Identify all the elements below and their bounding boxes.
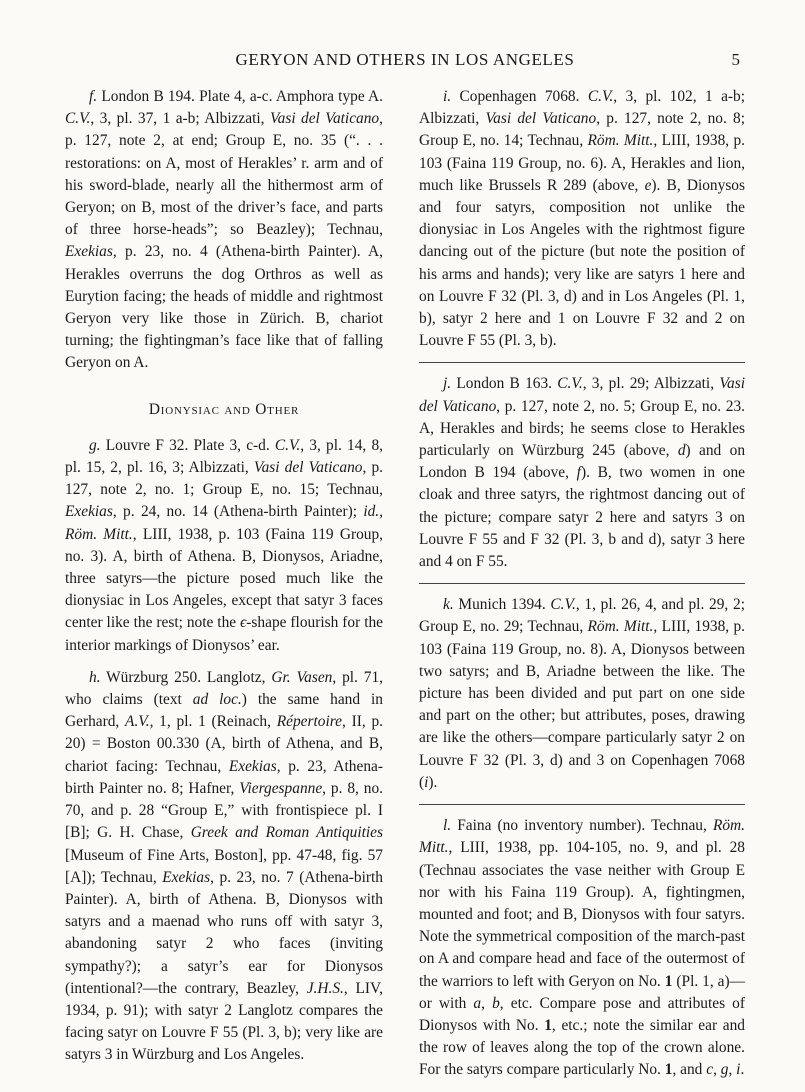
- italic-run: Répertoire: [276, 713, 342, 731]
- page-number: 5: [731, 50, 740, 69]
- text-run: -shape flourish for the interior markings of Dionysos’ ear.: [65, 614, 383, 654]
- italic-run: f: [576, 464, 581, 482]
- text-run: , p. 127, note 2, at end; Group E, no. 35 (“. . . restorations: on A, most of Herakles’ r. arm and of his sword-blade, nearly all the hithermost arm of Geryon; on B, most of the driver’s face, and parts of three horse-heads”; so Beazley); Technau,: [65, 110, 383, 239]
- italic-run: Gr. Vasen: [271, 668, 333, 686]
- italic-run: ad loc.: [192, 691, 242, 709]
- text-run: ).: [428, 773, 438, 791]
- text-run: ). B, Dionysos and four satyrs, composition not unlike the dionysiac in Los Angeles with the rightmost figure dancing out of the picture (but note the position of his arms and hands); very like are satyrs 1 here and on Louvre F 32 (Pl. 3, d) and in Los Angeles (Pl. 1, b), satyr 2 here and 1 on Louvre F 32 and 2 on Louvre F 55 (Pl. 3, b).: [419, 176, 745, 350]
- text-run: , LIII, 1938, p. 103 (Faina 119 Group, no. 6). A, Herakles and lion, much like Brussels R 289 (above,: [419, 132, 745, 194]
- text-run: , and: [672, 1061, 707, 1079]
- italic-run: g.: [89, 436, 101, 454]
- text-run: London B 194. Plate 4, a-c. Amphora type A.: [97, 88, 383, 105]
- italic-run: k.: [443, 596, 454, 614]
- catalog-entry-k: [419, 594, 745, 794]
- text-run: , p. 127, note 2, no. 1; Group E, no. 15; Technau,: [65, 459, 383, 499]
- text-run: , LIII, 1938, p. 103 (Faina 119 Group, no. 8). A, Dionysos between two satyrs; and B, Ariadne between the like. The picture has been divided and put part on one side and part on the other; but attributes, poses, drawing are like the others—compare particularly satyr 2 on Louvre F 32 (Pl. 3, d) and 3 on Copenhagen 7068 (: [419, 618, 745, 791]
- italic-run: Exekias: [162, 868, 211, 886]
- divider: [419, 362, 745, 363]
- divider: [419, 804, 745, 805]
- text-run: Copenhagen 7068.: [451, 88, 588, 105]
- text-run: , p. 127, note 2, no. 5; Group E, no. 23. A, Herakles and birds; he seems close to Herakles particularly on Würzburg 245 (above,: [419, 397, 745, 460]
- italic-run: C.V.: [274, 436, 301, 454]
- text-run: London B 163.: [451, 375, 558, 393]
- text-run: [Museum of Fine Arts, Boston], pp. 47-48, fig. 57 [A]); Technau,: [65, 846, 383, 886]
- italic-run: C.V.: [557, 375, 583, 393]
- italic-run: f.: [89, 88, 98, 105]
- text-run: , 3, pl. 14, 8, pl. 15, 2, pl. 16, 3; Albizzati,: [65, 436, 383, 477]
- text-run: (Pl. 1, a)—or with: [419, 972, 745, 1012]
- italic-run: c: [706, 1061, 714, 1079]
- page-header: [80, 50, 740, 74]
- italic-run: C.V.: [587, 88, 614, 105]
- text-run: , 3, pl. 29; Albizzati,: [582, 375, 720, 393]
- italic-run: Greek and Roman Antiquities: [190, 824, 383, 842]
- divider: [419, 583, 745, 584]
- italic-run: i.: [443, 88, 452, 105]
- catalog-entry-f: [65, 86, 383, 375]
- text-run: ,: [713, 1061, 721, 1079]
- text-run: , 3, pl. 102, 1 a-b; Albizzati,: [419, 88, 745, 128]
- italic-run: Röm. Mitt.: [587, 132, 654, 150]
- text-run: , p. 23, Athena-birth Painter no. 8; Hafner,: [65, 757, 383, 797]
- italic-run: e: [644, 176, 652, 194]
- text-run: ,: [481, 994, 493, 1012]
- italic-run: Exekias: [65, 503, 113, 521]
- italic-run: j.: [443, 375, 452, 393]
- italic-run: a: [473, 994, 482, 1012]
- text-run: , etc. Compare pose and attributes of Dionysos with No.: [419, 994, 745, 1034]
- italic-run: b: [492, 994, 500, 1012]
- text-run: , 3, pl. 37, 1 a-b; Albizzati,: [90, 110, 270, 128]
- text-run: , 1, pl. 26, 4, and pl. 29, 2; Group E, no. 29; Technau,: [419, 596, 745, 636]
- left-column: [65, 86, 383, 1077]
- right-column: [419, 86, 745, 1092]
- italic-run: Viergespanne: [239, 779, 323, 797]
- text-run: ). B, two women in one cloak and three satyrs, the rightmost dancing out of the picture; compare satyr 2 here and satyrs 3 on Louvre F 55 and F 32 (Pl. 3, b and d), satyr 3 here and 4 on F 55.: [419, 464, 745, 571]
- running-title: GERYON AND OTHERS IN LOS ANGELES: [235, 50, 575, 69]
- italic-run: Exekias: [228, 757, 277, 775]
- text-run: , LIV, 1934, p. 91); with satyr 2 Langlotz compares the facing satyr on Louvre F 55 (Pl. 3, b); very like are satyrs 3 in Würzburg and Los Angeles.: [65, 979, 383, 1064]
- italic-run: ϵ: [240, 614, 247, 632]
- text-run: Louvre F 32. Plate 3, c-d.: [100, 436, 275, 454]
- text-run: , p. 8, no. 70, and p. 28 “Group E,” with frontispiece pl. I [B]; G. H. Chase,: [65, 779, 383, 842]
- catalog-entry-h: [65, 667, 383, 1067]
- bold-run: 1: [664, 1061, 673, 1079]
- italic-run: l.: [443, 817, 452, 835]
- text-run: Munich 1394.: [453, 596, 551, 614]
- italic-run: Vasi del Vaticano: [485, 110, 597, 128]
- text-run: Faina (no inventory number). Technau,: [451, 817, 713, 835]
- italic-run: C.V.: [550, 596, 576, 614]
- text-run: , p. 23, no. 4 (Athena-birth Painter). A, Herakles overruns the dog Orthros as well as Eurytion facing; the heads of middle and rightmost Geryon very like those in Zürich. B, chariot turning; the fightingman’s face like that of falling Geryon on A.: [65, 243, 383, 372]
- catalog-entry-i: [419, 86, 745, 352]
- text-run: Würzburg 250. Langlotz,: [100, 668, 272, 686]
- italic-run: i: [736, 1061, 741, 1079]
- section-heading: Dionysiac and Other: [148, 400, 300, 418]
- text-run: , etc.; note the similar ear and the row of leaves along the top of the crown alone. For the satyrs compare particularly No.: [419, 1016, 745, 1079]
- italic-run: i: [424, 773, 429, 791]
- text-run: , LIII, 1938, pp. 104-105, no. 9, and pl. 28 (Technau associates the vase neither with Group E nor with his Faina 119 Group). A, fightingmen, mounted and foot; and B, Dionysos with four satyrs. Note the symmetrical composition of the march-past on A and compare head and face of the outermost of the warriors to left with Geryon on No.: [419, 839, 745, 990]
- bold-run: 1: [544, 1016, 552, 1034]
- text-run: , p. 23, no. 7 (Athena-birth Painter). A, birth of Athena. B, Dionysos with satyrs and a maenad who runs off with satyr 3, abandoning satyr 2 who faces (inviting sympathy?); a satyr’s ear for Dionysos (intentional?—the contrary, Beazley,: [65, 868, 384, 997]
- text-run: , p. 127, note 2, no. 8; Group E, no. 14; Technau,: [419, 110, 745, 150]
- text-run: , pl. 71, who claims (text: [65, 668, 383, 709]
- text-run: , p. 24, no. 14 (Athena-birth Painter);: [112, 503, 364, 521]
- italic-run: Vasi del Vaticano: [253, 459, 363, 477]
- italic-run: Röm. Mitt.: [587, 618, 654, 636]
- italic-run: Vasi del Vaticano: [419, 375, 745, 415]
- text-run: ,: [728, 1061, 737, 1079]
- italic-run: C.V.: [65, 110, 91, 128]
- catalog-entry-j: [419, 373, 745, 573]
- italic-run: Röm. Mitt.: [419, 817, 745, 857]
- text-run: , 1, pl. 1 (Reinach,: [149, 713, 277, 731]
- italic-run: J.H.S.: [306, 979, 344, 997]
- text-run: .: [740, 1061, 745, 1079]
- italic-run: h.: [89, 668, 101, 686]
- catalog-entry-g: [65, 435, 383, 657]
- catalog-entry-l: [419, 815, 745, 1081]
- text-run: ) and on London B 194 (above,: [419, 442, 746, 482]
- italic-run: Vasi del Vaticano: [269, 110, 380, 128]
- italic-run: d: [677, 442, 686, 460]
- text-run: , LIII, 1938, p. 103 (Faina 119 Group, no. 3). A, birth of Athena. B, Dionysos, Ariadne, three satyrs—the picture posed much like the dionysiac in Los Angeles, except that satyr 3 faces center like the rest; note the: [65, 525, 384, 632]
- text-run: , II, p. 20) = Boston 00.330 (A, birth of Athena, and B, chariot facing: Technau,: [65, 713, 383, 775]
- italic-run: id., Röm. Mitt.: [65, 503, 383, 543]
- text-run: ) the same hand in Gerhard,: [65, 691, 383, 731]
- italic-run: g: [720, 1061, 729, 1079]
- bold-run: 1: [664, 972, 673, 990]
- italic-run: A.V.: [125, 713, 150, 731]
- italic-run: Exekias: [65, 243, 113, 261]
